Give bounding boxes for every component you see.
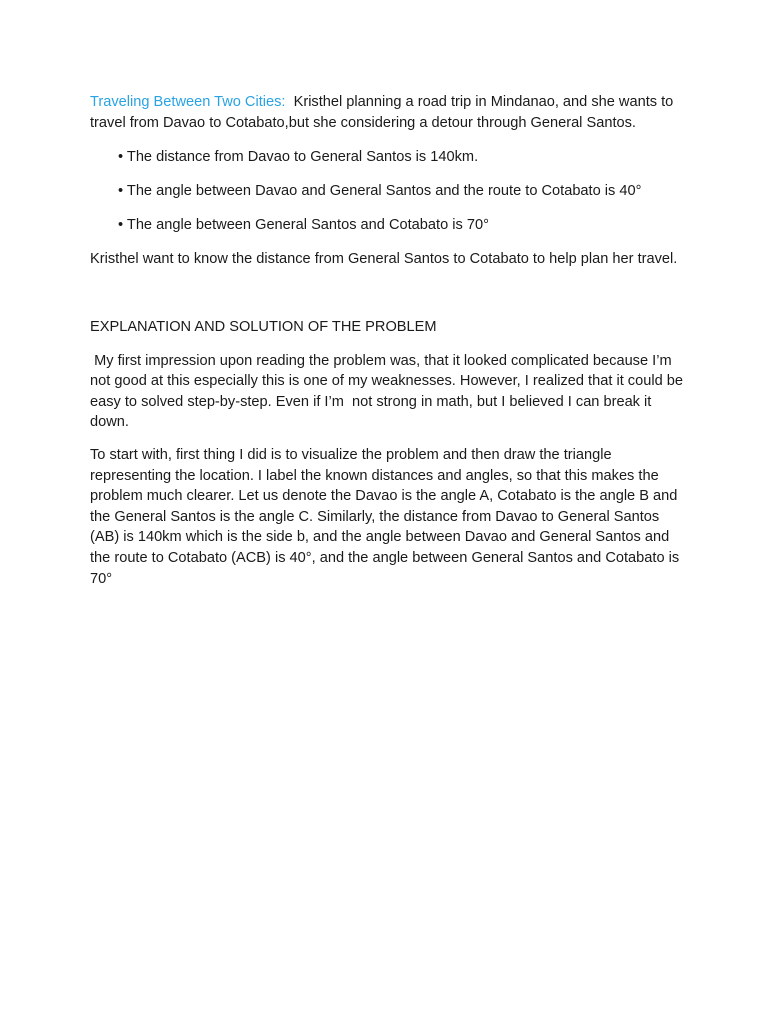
given-facts-list [90,147,690,236]
solution-paragraph-1: My first impression upon reading the problem was, that it looked complicated because I’m not good at this especially this is one of my weaknesses. However, I realized that it could be easy to solved step-by-step. Even if I’m not strong in math, but I believed I can break it down. [90,352,688,431]
given-fact-distance: • The distance from Davao to General Santos is 140km. [118,149,479,166]
section-heading: EXPLANATION AND SOLUTION OF THE PROBLEM [90,319,437,336]
problem-intro [90,92,690,133]
document-page [90,92,690,589]
problem-question: Kristhel want to know the distance from General Santos to Cotabato to help plan her travel. [90,251,678,268]
given-fact-angle-gensan: • The angle between General Santos and Cotabato is 70° [118,217,489,234]
problem-intro-text: Kristhel planning a road trip in Mindanao, and she wants to travel from Davao to Cotabato,but she considering a detour through General Santos. [90,94,674,131]
given-fact-angle-davao: • The angle between Davao and General Santos and the route to Cotabato is 40° [118,183,642,200]
problem-title: Traveling Between Two Cities: [90,94,286,110]
solution-paragraph-2: To start with, first thing I did is to visualize the problem and then draw the triangle representing the location. I label the known distances and angles, so that this makes the problem much clearer. Let us denote the Davao is the angle A, Cotabato is the angle B and the General Santos is the angle C. Similarly, the distance from Davao to General Santos (AB) is 140km which is the side b, and the angle between Davao and General Santos and the route to Cotabato (ACB) is 40°, and the angle between General Santos and Cotabato is 70° [90,447,680,587]
